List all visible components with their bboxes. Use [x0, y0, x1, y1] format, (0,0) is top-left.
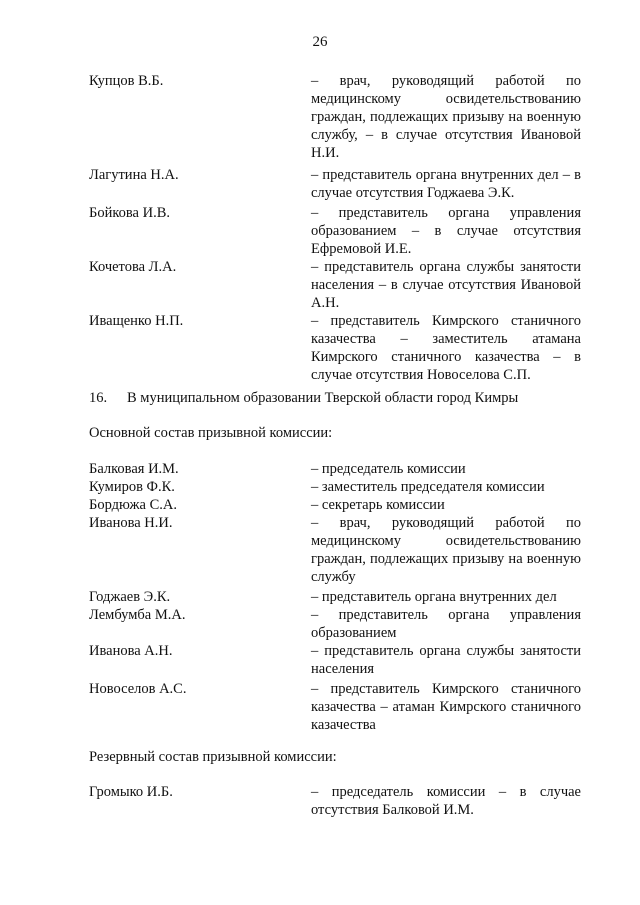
- list-item: [89, 642, 583, 680]
- main-composition-heading: Основной состав призывной комиссии:: [89, 425, 333, 441]
- member-role: – секретарь комиссии: [311, 497, 445, 513]
- reserve-composition-heading: Резервный состав призывной комиссии:: [89, 749, 337, 765]
- list-item: [89, 606, 583, 642]
- member-role: – председатель комиссии – в случае отсутствия Балковой И.М.: [311, 784, 581, 818]
- member-role: – врач, руководящий работой по медицинскому освидетельствованию граждан, подлежащих призыву на военную службу: [311, 515, 581, 585]
- member-role: – заместитель председателя комиссии: [311, 479, 545, 495]
- section-title: В муниципальном образовании Тверской области город Кимры: [127, 390, 519, 406]
- member-name: Лагутина Н.А.: [89, 167, 179, 183]
- member-role: – представитель органа внутренних дел: [311, 589, 557, 605]
- list-item: [89, 166, 583, 204]
- member-name: Бойкова И.В.: [89, 205, 171, 221]
- list-item: [89, 680, 583, 736]
- member-role: – представитель Кимрского станичного казачества – заместитель атамана Кимрского станичного казачества – в случае отсутствия Новоселова С.П.: [311, 313, 581, 383]
- member-role: – представитель органа службы занятости населения – в случае отсутствия Ивановой А.Н.: [311, 259, 581, 311]
- member-name: Купцов В.Б.: [89, 73, 164, 89]
- member-role: – представитель Кимрского станичного казачества – атаман Кимрского станичного казачества: [311, 681, 581, 733]
- member-name: Годжаев Э.К.: [89, 589, 171, 605]
- list-item: [89, 588, 583, 606]
- member-role: – представитель органа управления образованием: [311, 607, 581, 641]
- member-name: Новоселов А.С.: [89, 681, 187, 697]
- member-name: Иванова А.Н.: [89, 643, 173, 659]
- list-item: [89, 204, 583, 258]
- member-role: – представитель органа управления образованием – в случае отсутствия Ефремовой И.Е.: [311, 205, 581, 257]
- list-item: [89, 258, 583, 312]
- member-name: Иващенко Н.П.: [89, 313, 184, 329]
- member-name: Кочетова Л.А.: [89, 259, 177, 275]
- main-composition-list: [89, 460, 583, 736]
- member-name: Громыко И.Б.: [89, 784, 173, 800]
- list-item: [89, 496, 583, 514]
- member-role: – представитель органа службы занятости населения: [311, 643, 581, 677]
- member-name: Бордюжа С.А.: [89, 497, 177, 513]
- section-heading: [89, 390, 518, 407]
- member-name: Лембумба М.А.: [89, 607, 186, 623]
- section-number: 16.: [89, 390, 108, 406]
- reserve-composition-list: [89, 783, 583, 821]
- member-role: – председатель комиссии: [311, 461, 466, 477]
- list-item: [89, 72, 583, 166]
- list-item: [89, 783, 583, 821]
- list-item: [89, 478, 583, 496]
- reserve-list-continued: [89, 72, 583, 386]
- list-item: [89, 312, 583, 386]
- member-role: – врач, руководящий работой по медицинскому освидетельствованию граждан, подлежащих призыву на военную службу, – в случае отсутствия Ивановой Н.И.: [311, 73, 581, 161]
- member-role: – представитель органа внутренних дел – в случае отсутствия Годжаева Э.К.: [311, 167, 581, 201]
- member-name: Иванова Н.И.: [89, 515, 173, 531]
- list-item: [89, 460, 583, 478]
- page-number: 26: [312, 34, 328, 50]
- member-name: Кумиров Ф.К.: [89, 479, 175, 495]
- list-item: [89, 514, 583, 588]
- member-name: Балковая И.М.: [89, 461, 179, 477]
